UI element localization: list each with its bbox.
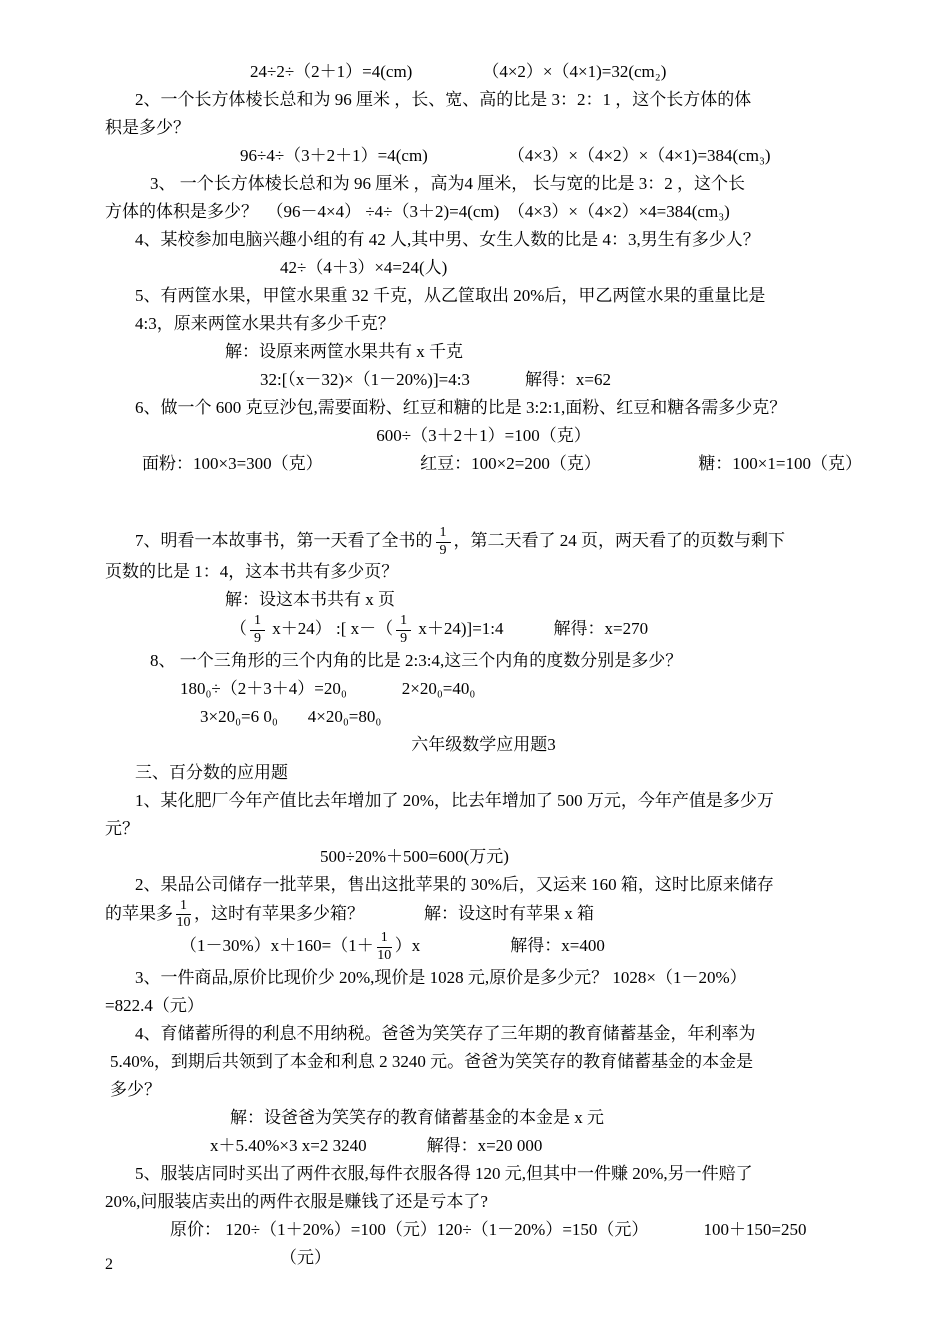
- q8-calc1-left: 180₀÷（2＋3＋4）=20₀: [180, 678, 347, 698]
- q6-calc-line: 600÷（3＋2＋1）=100（克）: [376, 426, 591, 445]
- p2-eq-part2: ）x: [394, 936, 421, 956]
- p4-solve-line: 解：设爸爸为笑笑存的教育储蓄基金的本金是 x 元: [230, 1107, 604, 1127]
- q6-sugar: 糖：100×1=100（克）: [698, 454, 862, 473]
- p3-text-line2: =822.4（元）: [105, 995, 204, 1015]
- q2-calc-right: （4×3）×（4×2）×（4×1)=384(cm₃): [507, 146, 771, 165]
- q5-text-line2: 4:3，原来两筐水果共有多少千克？: [135, 314, 395, 333]
- fraction-numerator: 1: [176, 899, 191, 916]
- p2-text-line1: 2、果品公司储存一批苹果，售出这批苹果的 30%后，又运来 160 箱，这时比原来储存: [135, 874, 774, 894]
- p2-solve: 解：设这时有苹果 x 箱: [424, 903, 594, 923]
- p1-calc-line: 500÷20%＋500=600(万元): [320, 846, 509, 866]
- fraction-one-tenth: [377, 931, 392, 963]
- q8-calc2-left: 3×20₀=6 0₀: [200, 706, 278, 726]
- q5-equation: 32:[（x－32)×（1－20%)]=4:3: [260, 370, 470, 389]
- fraction-one-ninth: [250, 614, 265, 646]
- q3-text-line2: 方体的体积是多少？ （96－4×4） ÷4÷（3＋2)=4(cm) （4×3）×（4×2）×4=384(cm₃): [105, 202, 730, 221]
- p5-calc-part3: 100＋150=250: [703, 1219, 807, 1239]
- p5-text-line1: 5、服装店同时买出了两件衣服,每件衣服各得 120 元,但其中一件赚 20%,另一件赔了: [135, 1163, 753, 1183]
- fraction-numerator: 1: [377, 931, 392, 948]
- q4-text-line: 4、某校参加电脑兴趣小组的有 42 人,其中男、女生人数的比是 4：3,男生有多少人？: [135, 230, 760, 249]
- q8-calc2-right: 4×20₀=80₀: [307, 706, 382, 726]
- p5-text-line2: 20%,问服装店卖出的两件衣服是赚钱了还是亏本了?: [105, 1191, 488, 1211]
- section3-heading: 三、百分数的应用题: [135, 762, 288, 782]
- p2-answer: 解得：x=400: [510, 936, 605, 956]
- fraction-denominator: 9: [400, 631, 408, 647]
- fraction-one-tenth: [176, 899, 191, 931]
- q8-calc-line1: [105, 675, 862, 703]
- fraction-numerator: 1: [436, 526, 451, 543]
- q1-calc-line: [105, 58, 862, 86]
- q7-text-line1: [105, 526, 862, 558]
- p4-equation: x＋5.40%×3 x=2 3240: [210, 1135, 367, 1155]
- fraction-denominator: 9: [439, 542, 447, 558]
- q5-eq-line: [105, 366, 862, 394]
- q3-text-line1: 3、 一个长方体棱长总和为 96 厘米 ，高为4 厘米， 长与宽的比是 3：2 ，这个长: [150, 174, 745, 193]
- q2-calc-line: [105, 142, 862, 170]
- q2-text-line2: 积是多少？: [105, 118, 190, 137]
- p4-eq-line: [105, 1132, 862, 1160]
- p2-eq-line: [105, 931, 862, 963]
- fraction-numerator: 1: [396, 614, 411, 631]
- p2-eq-part1: （1－30%）x＋160=（1＋: [180, 936, 374, 956]
- q5-solve-line: 解：设原来两筐水果共有 x 千克: [225, 342, 463, 361]
- q2-calc-left: 96÷4÷（3＋2＋1）=4(cm): [240, 146, 428, 165]
- q8-text-line: 8、 一个三角形的三个内角的比是 2:3:4,这三个内角的度数分别是多少？: [150, 650, 683, 670]
- q8-calc-line2: [105, 703, 862, 731]
- q6-amounts-line: [105, 450, 862, 478]
- p5-calc-line: [105, 1216, 862, 1244]
- p4-text-line2: 5.40%，到期后共领到了本金和利息 2 3240 元。爸爸为笑笑存的教育储蓄基金的本金是: [110, 1051, 754, 1071]
- p1-text-line2: 元？: [105, 818, 139, 838]
- q8-calc1-right: 2×20₀=40₀: [401, 678, 476, 698]
- q7-text-post: ，第二天看了 24 页，两天看了的页数与剩下: [453, 531, 785, 551]
- q7-eq-part1: （: [230, 619, 247, 639]
- fraction-denominator: 10: [377, 947, 392, 963]
- section3-title: 六年级数学应用题3: [411, 734, 556, 754]
- q7-answer: 解得：x=270: [553, 619, 649, 639]
- p3-text-line1: 3、一件商品,原价比现价少 20%,现价是 1028 元,原价是多少元？ 1028×（1－20%）: [135, 967, 747, 987]
- fraction-denominator: 9: [254, 631, 261, 647]
- q7-text-pre: 7、明看一本故事书，第一天看了全书的: [135, 531, 433, 551]
- p4-text-line3: 多少？: [110, 1079, 161, 1099]
- p2-text-line2: [105, 899, 862, 931]
- fraction-one-ninth: [436, 526, 451, 558]
- q7-eq-part3: x＋24)]=1:4: [414, 619, 504, 639]
- fraction-denominator: 10: [176, 915, 191, 931]
- p5-calc-part1: 原价： 120÷（1＋20%）=100（元）: [170, 1219, 437, 1239]
- q6-bean: 红豆：100×2=200（克）: [420, 454, 601, 473]
- p2-text-post: ，这时有苹果多少箱？: [194, 903, 364, 923]
- fraction-numerator: 1: [250, 614, 265, 631]
- p5-calc-part2: 120÷（1－20%）=150（元）: [436, 1219, 649, 1239]
- q7-solve-line: 解：设这本书共有 x 页: [225, 590, 395, 610]
- q2-text-line1: 2、一个长方体棱长总和为 96 厘米 ，长、宽、高的比是 3：2：1 ，这个长方体的体: [135, 90, 752, 109]
- q5-text-line1: 5、有两筐水果，甲筐水果重 32 千克，从乙筐取出 20%后，甲乙两筐水果的重量比是: [135, 286, 766, 305]
- p4-text-line1: 4、育储蓄所得的利息不用纳税。爸爸为笑笑存了三年期的教育储蓄基金，年利率为: [135, 1023, 756, 1043]
- q1-calc-left: 24÷2÷（2＋1）=4(cm): [250, 62, 413, 81]
- p2-text-pre: 的苹果多: [105, 903, 173, 923]
- q7-text-line2: 页数的比是 1：4，这本书共有多少页？: [105, 562, 399, 582]
- p5-calc-line2: （元）: [280, 1247, 331, 1267]
- q1-calc-right: （4×2）×（4×1)=32(cm₂): [482, 62, 667, 81]
- q7-eq-line: [105, 614, 862, 646]
- page-number: 2: [105, 1256, 113, 1273]
- fraction-one-ninth: [396, 614, 411, 646]
- q7-eq-part2: x＋24） :[ x－（: [268, 619, 394, 639]
- q6-flour: 面粉：100×3=300（克）: [142, 454, 323, 473]
- q6-text-line: 6、做一个 600 克豆沙包,需要面粉、红豆和糖的比是 3:2:1,面粉、红豆和糖各需多少克？: [135, 398, 787, 417]
- p4-answer: 解得：x=20 000: [426, 1135, 543, 1155]
- q4-calc-line: 42÷（4＋3）×4=24(人): [280, 258, 448, 277]
- p1-text-line1: 1、某化肥厂今年产值比去年增加了 20%，比去年增加了 500 万元，今年产值是多少万: [135, 790, 774, 810]
- q5-answer: 解得：x=62: [524, 370, 612, 389]
